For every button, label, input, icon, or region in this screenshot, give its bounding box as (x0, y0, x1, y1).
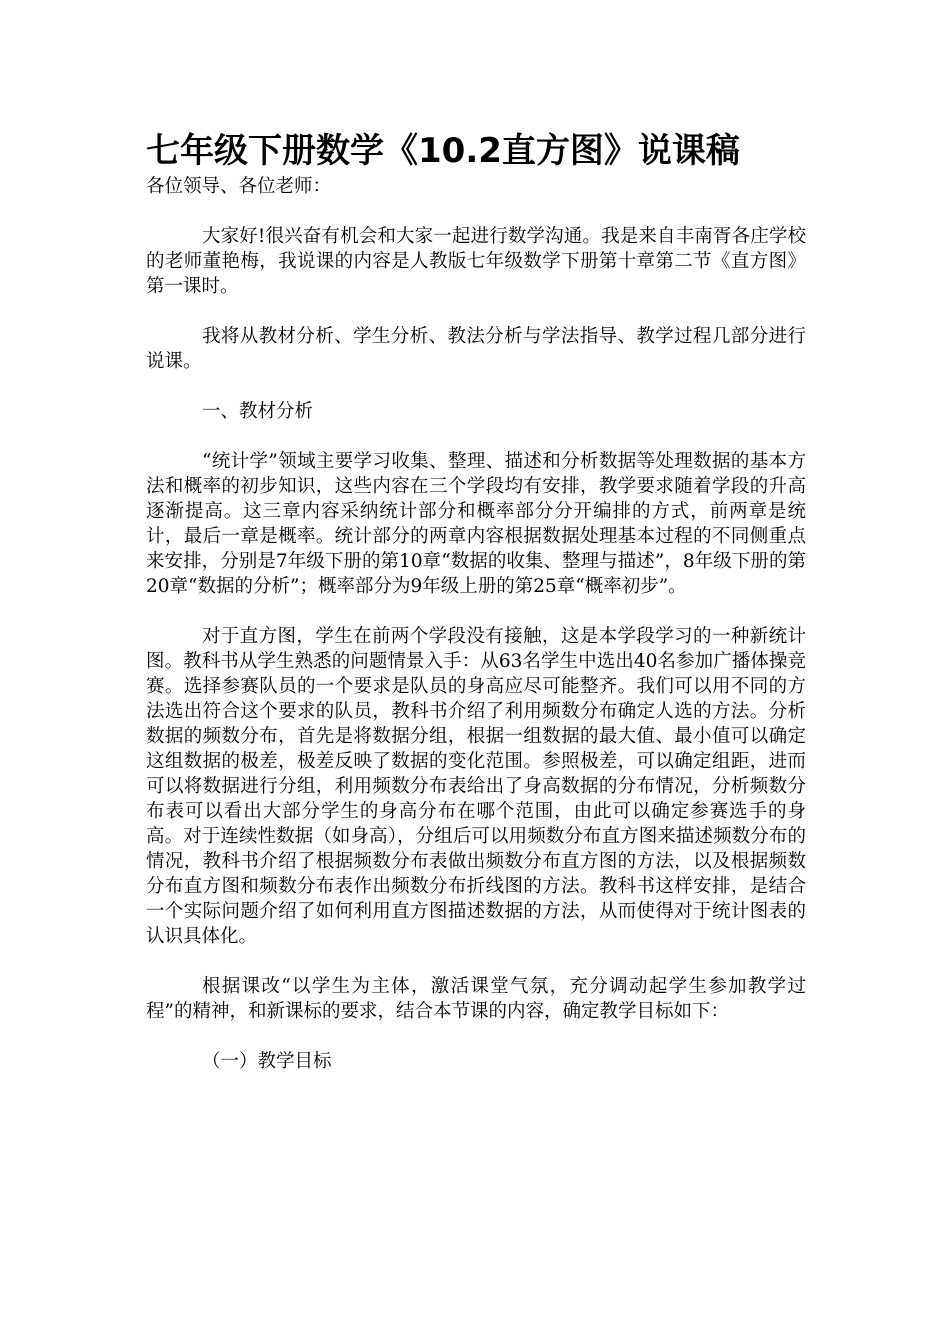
paragraph-histogram-content: 对于直方图，学生在前两个学段没有接触，这是本学段学习的一种新统计图。教科书从学生熟悉的问题情景入手：从63名学生中选出40名参加广播体操竞赛。选择参赛队员的一个要求是队员的身高应尽可能整齐。我们可以用不同的方法选出符合这个要求的队员，教科书介绍了利用频数分布确定人选的方法。分析数据的频数分布，首先是将数据分组，根据一组数据的最大值、最小值可以确定这组数据的极差，极差反映了数据的变化范围。参照极差，可以确定组距，进而可以将数据进行分组，利用频数分布表给出了身高数据的分布情况，分析频数分布表可以看出大部分学生的身高分布在哪个范围，由此可以确定参赛选手的身高。对于连续性数据（如身高），分组后可以用频数分布直方图来描述频数分布的情况，教科书介绍了根据频数分布表做出频数分布直方图的方法，以及根据频数分布直方图和频数分布表作出频数分布折线图的方法。教科书这样安排，是结合一个实际问题介绍了如何利用直方图描述数据的方法，从而使得对于统计图表的认识具体化。 (146, 626, 806, 947)
document-title: 七年级下册数学《10.2直方图》说课稿 (146, 131, 740, 171)
paragraph-statistics-overview: “统计学”领域主要学习收集、整理、描述和分析数据等处理数据的基本方法和概率的初步知识，这些内容在三个学段均有安排，教学要求随着学段的升高逐渐提高。这三章内容采纳统计部分和概率部分分开编排的方式，前两章是统计，最后一章是概率。统计部分的两章内容根据数据处理基本过程的不同侧重点来安排，分别是7年级下册的第10章“数据的收集、整理与描述”，8年级下册的第20章“数据的分析”；概率部分为9年级上册的第25章“概率初步”。 (146, 451, 806, 597)
subsection-heading-teaching-goals: （一）教学目标 (202, 1051, 332, 1072)
document-page (146, 128, 806, 1074)
paragraph-outline: 我将从教材分析、学生分析、教法分析与学法指导、教学过程几部分进行说课。 (146, 326, 806, 372)
greeting: 各位领导、各位老师： (146, 176, 332, 197)
paragraph-teaching-goals-intro: 根据课改“以学生为主体，激活课堂气氛，充分调动起学生参加教学过程”的精神，和新课标的要求，结合本节课的内容，确定教学目标如下： (146, 976, 806, 1022)
section-heading-textbook-analysis: 一、教材分析 (202, 401, 314, 422)
paragraph-intro: 大家好!很兴奋有机会和大家一起进行数学沟通。我是来自丰南胥各庄学校的老师董艳梅，我说课的内容是人教版七年级数学下册第十章第二节《直方图》第一课时。 (146, 226, 806, 297)
